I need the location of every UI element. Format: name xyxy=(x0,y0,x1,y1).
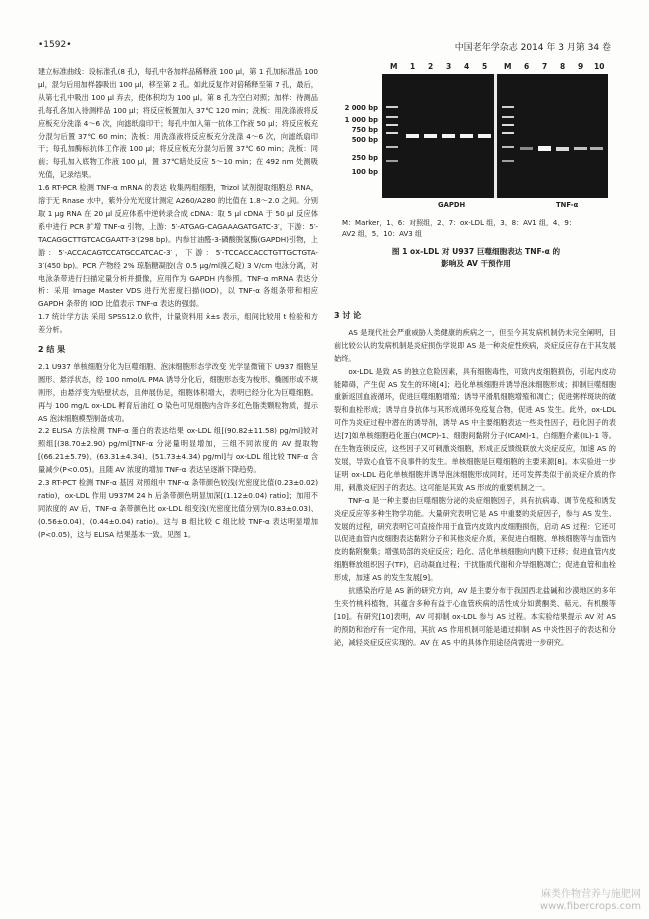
caption-line: 影响及 AV 干预作用 xyxy=(441,259,511,268)
paragraph-result-2-1: 2.1 U937 单核细胞分化为巨噬细胞、泡沫细胞形态学改变 光学显微镜下 U937 细胞呈圆形、悬浮状态，经 100 nmol/L PMA 诱导分化后，细胞形态变为梭形、椭圆形或不规则形，由悬浮变为贴壁状态，且伸展伪足，细胞体积增大，表明已经分化为巨噬细胞。再与 100 mg/L ox-LDL 孵育后油红 O 染色可见细胞内含许多红色脂类颗粒物质，提示 AS 泡沫细胞模型制备成功。 xyxy=(38,361,318,423)
ladder-label: 500 bp xyxy=(351,136,378,144)
figure-caption xyxy=(342,246,610,270)
paragraph-discussion-4: 抗感染治疗是 AS 新的研究方向，AV 是主要分布于我国西北盐碱和沙漠地区的多年生夹竹桃科植物，其蕴含多种有益于心血管疾病的活性成分如黄酮类、萜元、有机酸等[10]。有研究[10]表明，AV 可抑制 ox-LDL 参与 AS 过程。本实验结果提示 AV 对 AS 的预防和治疗有一定作用，其抗 AS 作用机制可能是通过抑制 AS 中炎性因子的表达和分泌，减轻炎症反应实现的。AV 在 AS 中的具体作用途径尚需进一步研究。 xyxy=(334,586,616,647)
lane-label: 4 xyxy=(464,62,470,71)
gene-label-tnf: TNF-α xyxy=(556,201,579,209)
gene-label-gapdh: GAPDH xyxy=(438,201,466,209)
lane-label: M xyxy=(504,62,512,71)
journal-title: 中国老年学杂志 2014 年 3 月第 34 卷 xyxy=(454,43,611,53)
lane-label: 6 xyxy=(524,62,530,71)
lane-label: 5 xyxy=(482,62,488,71)
lane-label: 10 xyxy=(594,62,605,71)
lane-label: 2 xyxy=(428,62,434,71)
legend-line: AV2 组，5、10：AV3 组 xyxy=(342,230,422,238)
caption-line: 图 1 ox-LDL 对 U937 巨噬细胞表达 TNF-α 的 xyxy=(391,247,561,256)
ladder-label: 100 bp xyxy=(351,168,378,176)
page-header xyxy=(38,40,611,54)
paragraph-elisa-method: 建立标准曲线：设标准孔(8 孔)，每孔中各加样品稀释液 100 μl，第 1 孔加标准品 100 μl，混匀后用加样器吸出 100 μl，移至第 2 孔。如此反复作对倍稀释至第 7 孔，最后，从第七孔中吸出 100 μl 弃去，使体积均为 100 μl。第 8 孔为空白对照；加样：待测品孔每孔各加入待测样品 100 μl；将反应板置加入 37℃ 120 min；洗板：用洗涤液将反应板充分洗涤 4～6 次，向滤纸扇印干；每孔中加入第一抗体工作液 50 μl；将反应板充分混匀后置 37℃ 60 min；洗板：用洗涤液将反应板充分洗涤 4～6 次，向滤纸扇印干；每孔加酶标抗体工作液 100 μl；将反应板充分混匀后置 37℃ 60 min；洗板：同前；每孔加入底物工作液 100 μl，置 37℃暗处反应 5～10 min；在 492 nm 处测吸光值，记录结果。 xyxy=(38,67,318,180)
ladder-label: 1 000 bp xyxy=(344,116,378,124)
paragraph-statistics: 1.7 统计学方法 采用 SPSS12.0 软件，计量资料用 x̄±s 表示，组间比较用 t 检验和方差分析。 xyxy=(38,312,318,335)
figure-legend xyxy=(342,218,612,240)
lane-label: 3 xyxy=(446,62,452,71)
lane-label: M xyxy=(390,62,398,71)
paragraph-discussion-2: ox-LDL 是致 AS 的独立危险因素，具有细胞毒性，可致内皮细胞损伤，引起内皮功能障碍，产生促 AS 发生的环境[4]；趋化单核细胞并诱导泡沫细胞形成；抑制巨噬细胞重新返回血液循环，促进巨噬细胞增殖；诱导平滑肌细胞增殖和凋亡；促进粥样斑块的破裂和血栓形成；诱导自身抗体与其形成循环免疫复合物，促进 AS 发生。此外，ox-LDL 可作为炎症过程中潜在的诱导剂，诱导 AS 中主要细胞表达一些炎性因子，趋化因子的表达[7]如单核细胞趋化蛋白(MCP)-1、细胞间黏附分子(ICAM)-1、白细胞介素(IL)-1 等。在生物连锁反应，这些因子又可刺激炎细胞，形成正反馈级联放大炎症反应，加速 AS 的发展，导致心血管不良事件的发生。单核细胞是巨噬细胞的主要来源[8]。本实验进一步证明 ox-LDL 趋化单核细胞并诱导泡沫细胞形成同时，还可发挥类似于前炎症介质的作用，刺激炎症因子的表达。这可能是其致 AS 形成的重要机制之一。 xyxy=(334,366,616,492)
page-number: •1592• xyxy=(38,40,72,50)
paragraph-result-2-3: 2.3 RT-PCT 检测 TNF-α 基因 对照组中 TNF-α 条带颜色较浅(光密度比值(0.23±0.02) ratio)，ox-LDL 作用 U937M 24 h 后条带颜色明显加深[(1.12±0.04) ratio]；加用不同浓度的 AV 后，TNF-α 条带颜色比 ox-LDL 组变浅(光密度比值分别为(0.83±0.03)、(0.56±0.04)、(0.44±0.04) ratio)。这与 B 组比较 C 组比较 TNF-α 表达明显增加(P<0.05)，这与 ELISA 结果基本一致。见图 1。 xyxy=(38,478,318,539)
lane-label: 7 xyxy=(542,62,548,71)
paragraph-result-2-2: 2.2 ELISA 方法检测 TNF-α 蛋白的表达结果 ox-LDL 组[(90.82±11.58) pg/ml]较对照组[(38.70±2.90) pg/ml]TNF-α 分泌量明显增加，三组不同浓度的 AV 提取物[(66.21±5.79)、(63.31±4.34)、(51.73±4.34) pg/ml]与 ox-LDL 组比较 TNF-α 含量减少(P<0.05)。且随 AV 浓度的增加 TNF-α 表达呈逐渐下降趋势。 xyxy=(38,426,318,475)
lane-label: 1 xyxy=(410,62,416,71)
ladder-label: 250 bp xyxy=(351,154,378,162)
watermark-line: www.fibercrops.com xyxy=(539,901,641,912)
legend-line: M：Marker，1、6：对照组，2、7：ox-LDL 组，3、8：AV1 组，4、9： xyxy=(342,219,576,227)
watermark-line: 麻类作物营养与施肥网 xyxy=(541,889,641,900)
lane-labels xyxy=(382,62,612,74)
gel-image xyxy=(382,74,608,198)
lane-label: 8 xyxy=(560,62,566,71)
gel-bands xyxy=(382,74,608,198)
section-heading-discussion: 3 讨 论 xyxy=(334,311,362,320)
ladder-label: 2 000 bp xyxy=(344,104,378,112)
section-heading-results: 2 结 果 xyxy=(38,345,66,355)
watermark xyxy=(540,889,641,913)
paragraph-rt-pcr-method: 1.6 RT-PCR 检测 TNF-α mRNA 的表达 收集两组细胞，Trizol 试剂提取细胞总 RNA，溶于无 Rnase 水中，紫外分光光度计测定 A260/A280 的比值在 1.8～2.0 之间。分别取 1 μg RNA 在 20 μl 反应体系中逆转录合成 cDNA：取 5 μl cDNA 于 50 μl 反应体系中进行 PCR 扩增 TNF-α 引物，上游：5′-ATGAG-CAGAAAGATGATC-3′，下游：5′-TACAGGCTTGTCACGAATT-3′(298 bp)。内参甘油醛-3-磷酸脱氢酶(GAPDH)引物，上游：5′-ACCACAGTCCATGCCATCAC-3′，下游：5′-TCCACCACCTGTTGCTGTA-3′(450 bp)。PCR 产物经 2% 琼脂糖凝胶(含 0.5 μg/ml溴乙啶) 3 V/cm 电泳分离，对电泳条带进行扫描定量分析并摄像，应用作为 GAPDH 内参照。TNF-α mRNA 表达分析：采用 Image Master VDS 进行光密度扫描(IOD)，以 TNF-α 各组条带和相应 GAPDH 条带的 IOD 比值表示 TNF-α 表达的强弱。 xyxy=(38,183,318,309)
paragraph-discussion-3: TNF-α 是一种主要由巨噬细胞分泌的炎症细胞因子，具有抗病毒、调节免疫和诱发炎症反应等多种生物学功能。大量研究表明它是 AS 中重要的炎症因子，参与 AS 发生、发展的过程，研究表明它可直接作用于血管内皮致内皮细胞损伤，启动 AS 过程：它还可以促进血管内皮细胞表达黏附分子和其他炎症介质，来促进白细胞、单核细胞等与血管内皮的黏附聚集；增强局部的炎症反应；趋化、活化单核细胞向内膜下迁移；促进血管内皮细胞释放组织因子(TF)，启动凝血过程；干扰脂质代谢和介导细胞凋亡；促进血管和血栓形成，加速 AS 的发生发展[9]。 xyxy=(334,495,616,583)
right-column xyxy=(334,310,616,650)
ladder-label: 750 bp xyxy=(351,126,378,134)
left-column xyxy=(38,66,318,542)
lane-label: 9 xyxy=(578,62,584,71)
paragraph-discussion-1: AS 是现代社会严重威胁人类健康的疾病之一，但至今其发病机制仍未完全阐明，目前比较公认的发病机制是炎症损伤学说即 AS 是一种炎症性疾病，炎症反应存在于其发展始终。 xyxy=(334,327,616,363)
